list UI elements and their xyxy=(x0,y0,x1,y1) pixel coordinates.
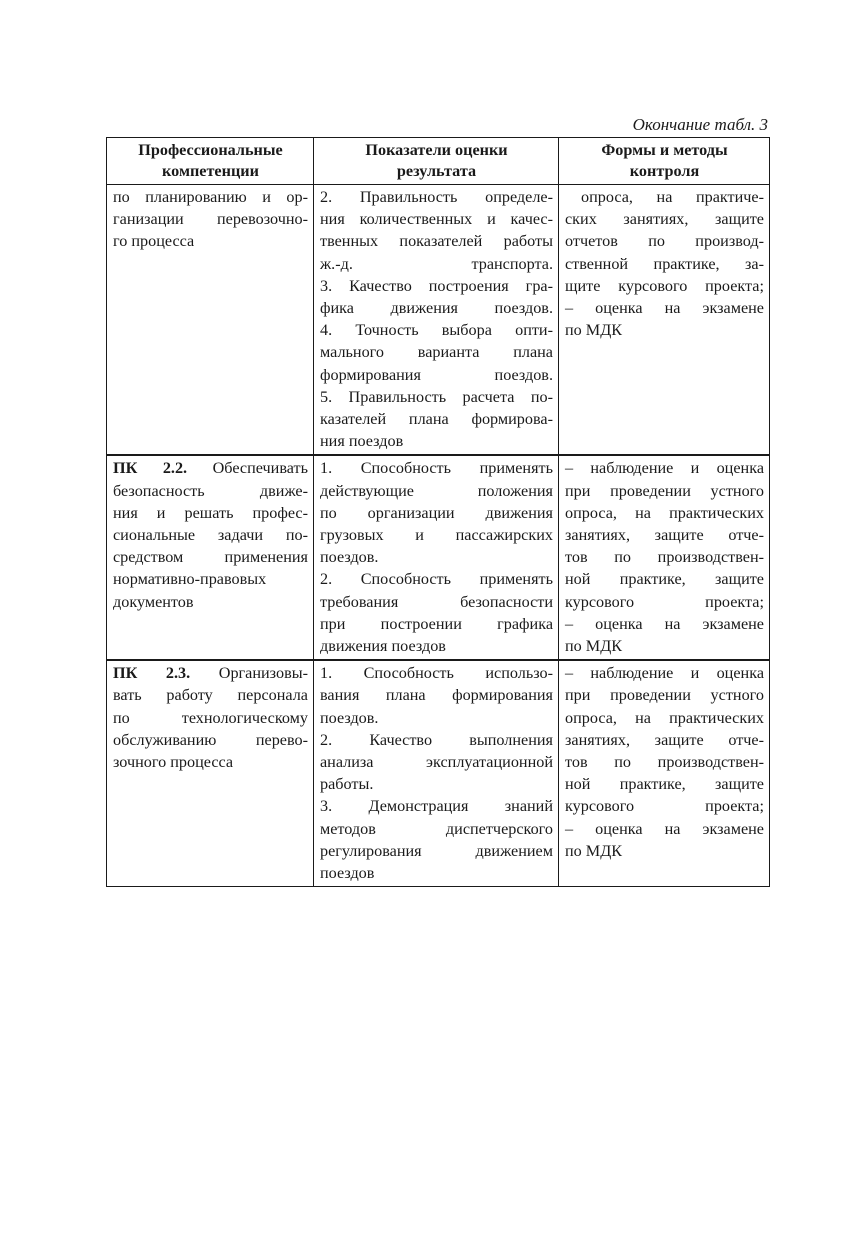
table-row xyxy=(107,185,770,456)
competency-cell xyxy=(107,660,314,887)
control-forms-cell xyxy=(559,455,770,660)
cell-text-line: требования безопасности xyxy=(320,592,553,611)
cell-text-line: тов по производствен- xyxy=(565,548,764,567)
cell-text-line: 3. Качество построения гра- xyxy=(320,276,553,295)
cell-text-line: ж.-д. транспорта. xyxy=(320,254,553,273)
competency-text: Организовы- xyxy=(218,664,308,683)
header-control-forms xyxy=(559,138,770,185)
cell-text-line: 2. Качество выполнения xyxy=(320,730,553,749)
cell-text-line: поездов. xyxy=(320,548,379,567)
cell-text-line: действующие положения xyxy=(320,481,553,500)
header-indicators xyxy=(314,138,559,185)
cell-text-line: по организации движения xyxy=(320,503,553,522)
cell-text-line: курсового проекта; xyxy=(565,797,764,816)
cell-text-line: отчетов по производ- xyxy=(565,232,764,251)
cell-text-line xyxy=(113,662,308,684)
cell-text-line: средством применения xyxy=(113,548,308,567)
competency-text: Обеспечивать xyxy=(212,459,308,478)
cell-text-line: по МДК xyxy=(565,841,623,860)
cell-text-line: движения поездов xyxy=(320,637,446,656)
cell-text-line: по технологическому xyxy=(113,708,308,727)
cell-text-line xyxy=(113,457,308,479)
cell-text-line: курсового проекта; xyxy=(565,592,764,611)
table-header-row xyxy=(107,138,770,185)
cell-text-line: анализа эксплуатационной xyxy=(320,753,553,772)
cell-text-line: – оценка на экзамене xyxy=(565,614,764,633)
cell-text-line: опроса, на практических xyxy=(565,708,764,727)
cell-text-line: ских занятиях, защите xyxy=(565,210,764,229)
cell-text-line: – оценка на экзамене xyxy=(565,299,764,318)
cell-text-line: по МДК xyxy=(565,321,623,340)
cell-text-line: по планированию и ор- xyxy=(113,188,308,206)
cell-text-line: ной практике, защите xyxy=(565,775,764,794)
cell-text-line: фика движения поездов. xyxy=(320,299,553,318)
header-competencies xyxy=(107,138,314,185)
header-line: Профессиональные xyxy=(138,141,283,159)
indicators-cell xyxy=(314,660,559,887)
cell-text-line: казателей плана формирова- xyxy=(320,410,553,429)
control-forms-cell xyxy=(559,185,770,456)
cell-text-line: мального варианта плана xyxy=(320,343,553,362)
cell-text-line: твенных показателей работы xyxy=(320,232,553,251)
cell-text-line: – наблюдение и оценка xyxy=(565,664,764,683)
cell-text-line: ния и решать профес- xyxy=(113,503,308,522)
cell-text-line: по МДК xyxy=(565,637,623,656)
indicators-cell xyxy=(314,455,559,660)
cell-text-line: при проведении устного xyxy=(565,686,764,705)
cell-text-line: безопасность движе- xyxy=(113,481,308,500)
cell-text-line: формирования поездов. xyxy=(320,365,553,384)
cell-text-line: регулирования движением xyxy=(320,841,553,860)
table-row xyxy=(107,455,770,660)
cell-text-line: занятиях, защите отче- xyxy=(565,730,764,749)
cell-text-line: 5. Правильность расчета по- xyxy=(320,387,553,406)
cell-text-line: 2. Правильность определе- xyxy=(320,188,553,206)
cell-text-line: 1. Способность применять xyxy=(320,459,553,478)
cell-text-line: ния количественных и качес- xyxy=(320,210,553,229)
cell-text-line: занятиях, защите отче- xyxy=(565,526,764,545)
cell-text-line: вания плана формирования xyxy=(320,686,553,705)
cell-text-line: обслуживанию перево- xyxy=(113,730,308,749)
competency-cell xyxy=(107,185,314,456)
competency-cell xyxy=(107,455,314,660)
cell-text-line: при построении графика xyxy=(320,614,553,633)
cell-text-line: работы. xyxy=(320,775,374,794)
control-forms-cell xyxy=(559,660,770,887)
cell-text-line: сиональные задачи по- xyxy=(113,526,308,545)
cell-text-line: 1. Способность использо- xyxy=(320,664,553,683)
cell-text-line: 3. Демонстрация знаний xyxy=(320,797,553,816)
cell-text-line: опроса, на практических xyxy=(565,503,764,522)
cell-text-line: щите курсового проекта; xyxy=(565,276,764,295)
cell-text-line: нормативно-правовых xyxy=(113,570,267,589)
cell-text-line: ния поездов xyxy=(320,432,404,451)
cell-text-line: – оценка на экзамене xyxy=(565,819,764,838)
cell-text-line: ной практике, защите xyxy=(565,570,764,589)
cell-text-line: 2. Способность применять xyxy=(320,570,553,589)
cell-text-line: ганизации перевозочно- xyxy=(113,210,308,229)
competency-code: ПК 2.2. xyxy=(113,459,188,478)
cell-text-line: ственной практике, за- xyxy=(565,254,764,273)
cell-text-line: вать работу персонала xyxy=(113,686,308,705)
competency-code: ПК 2.3. xyxy=(113,664,191,683)
cell-text-line: грузовых и пассажирских xyxy=(320,526,553,545)
header-line: компетенции xyxy=(162,162,259,180)
cell-text-line: зочного процесса xyxy=(113,753,234,772)
cell-text-line: поездов. xyxy=(320,708,379,727)
cell-text-line: – наблюдение и оценка xyxy=(565,459,764,478)
indicators-cell xyxy=(314,185,559,456)
cell-text-line: при проведении устного xyxy=(565,481,764,500)
cell-text-line: тов по производствен- xyxy=(565,753,764,772)
cell-text-line: поездов xyxy=(320,864,375,883)
competency-assessment-table xyxy=(106,137,770,887)
header-line: Показатели оценки xyxy=(365,141,508,159)
header-line: результата xyxy=(396,162,477,180)
table-row xyxy=(107,660,770,887)
cell-text-line: методов диспетчерского xyxy=(320,819,553,838)
header-line: контроля xyxy=(629,162,700,180)
header-line: Формы и методы xyxy=(601,141,728,159)
cell-text-line: документов xyxy=(113,592,194,611)
cell-text-line: го процесса xyxy=(113,232,195,251)
cell-text-line: опроса, на практиче- xyxy=(581,188,764,206)
table-continuation-caption: Окончание табл. 3 xyxy=(632,115,768,134)
cell-text-line: 4. Точность выбора опти- xyxy=(320,321,553,340)
